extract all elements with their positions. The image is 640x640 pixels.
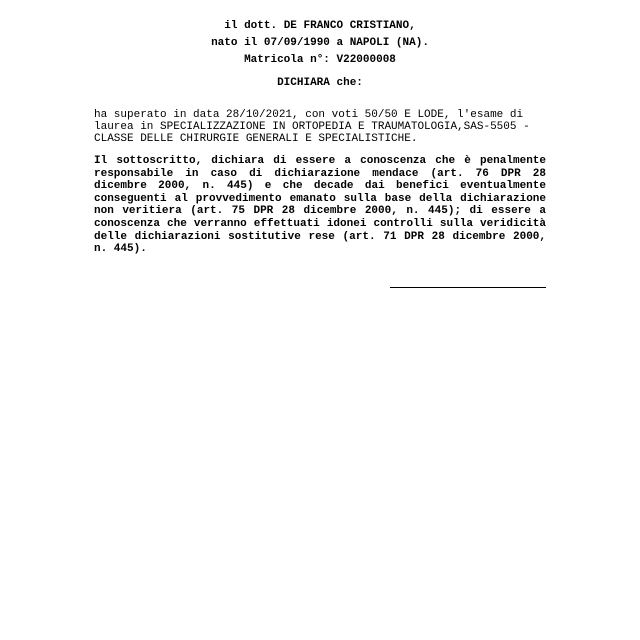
birth-info: nato il 07/09/1990 a NAPOLI (NA). [211, 37, 429, 49]
legal-disclaimer-paragraph: Il sottoscritto, dichiara di essere a conoscenza che è penalmente responsabile in caso di dichiarazione mendace (art. 76 DPR 28 dicembre 2000, n. 445) e che decade dai benefici eventualmente conseguenti al provvedimento emanato sulla base della dichiarazione non veritiera (art. 75 DPR 28 dicembre 2000, n. 445); di essere a conoscenza che verranno effettuati idonei controlli sulla veridicità delle dichiarazioni sostitutive rese (art. 71 DPR 28 dicembre 2000, n. 445). [94, 155, 546, 256]
exam-line-3: CLASSE DELLE CHIRURGIE GENERALI E SPECIALISTICHE. [94, 133, 418, 145]
exam-line-1: ha superato in data 28/10/2021, con voti 50/50 E LODE, l'esame di [94, 109, 524, 121]
student-id: Matricola n°: V22000008 [244, 54, 396, 66]
declaration-heading: DICHIARA che: [277, 77, 363, 89]
declarant-header [0, 18, 640, 69]
signature-line [390, 287, 546, 288]
exam-paragraph [94, 109, 554, 145]
exam-line-2: laurea in SPECIALIZZAZIONE IN ORTOPEDIA E TRAUMATOLOGIA,SAS-5505 - [94, 121, 530, 133]
declarant-name: il dott. DE FRANCO CRISTIANO, [224, 20, 416, 32]
